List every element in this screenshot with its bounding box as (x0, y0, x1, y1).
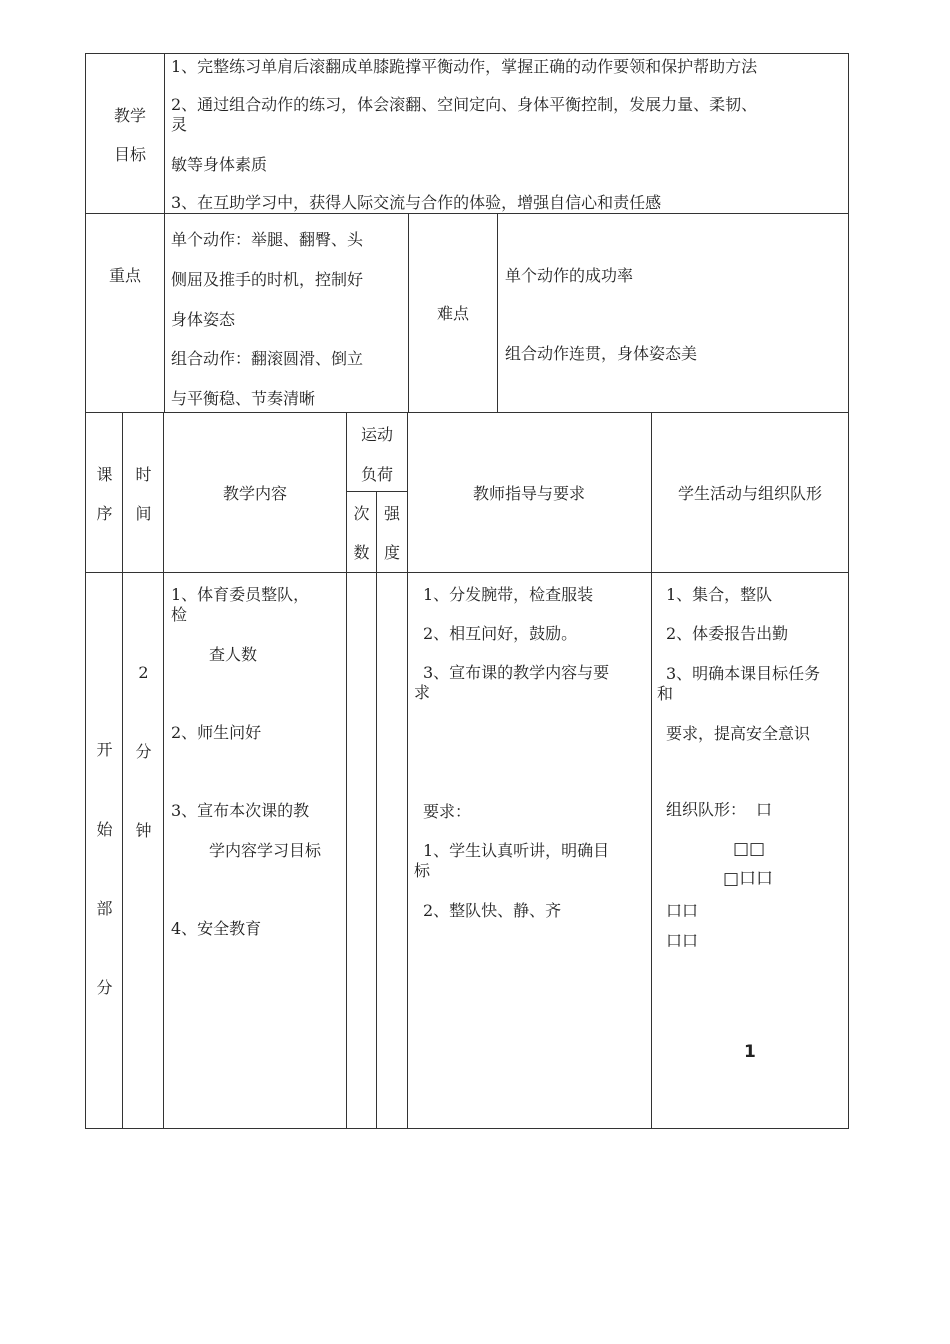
teacher-requirement-2: 2、整队快、静、齐 (423, 901, 562, 920)
grid-line (85, 213, 849, 214)
student-item-3b: 和 (657, 684, 674, 703)
content-item-3a: 3、宣布本次课的教 (171, 801, 310, 820)
objective-line-1: 1、完整练习单肩后滚翻成单膝跪撑平衡动作，掌握正确的动作要领和保护帮助方法 (171, 57, 758, 76)
grid-line (408, 213, 409, 413)
grid-line (85, 53, 86, 1129)
teacher-requirement-1a: 1、学生认真听讲，明确目 (423, 841, 610, 860)
header-order-2: 序 (96, 504, 113, 523)
objective-line-3: 3、在互助学习中，获得人际交流与合作的体验，增强自信心和责任感 (171, 193, 662, 212)
grid-line (163, 412, 164, 1129)
grid-line (85, 412, 849, 413)
content-item-1a: 1、体育委员整队， (171, 585, 310, 604)
grid-line (164, 53, 165, 413)
teacher-item-1: 1、分发腕带，检查服装 (423, 585, 594, 604)
content-item-3b: 学内容学习目标 (209, 841, 322, 860)
header-count-1: 次 (353, 504, 370, 523)
page-number: 1 (744, 1042, 756, 1062)
header-intensity-2: 度 (383, 543, 400, 562)
difficulties-label: 难点 (436, 304, 469, 323)
content-item-1c: 查人数 (209, 645, 258, 664)
header-student: 学生活动与组织队形 (677, 484, 822, 503)
teacher-requirements-label: 要求： (423, 802, 472, 821)
difficulty-line-1: 单个动作的成功率 (505, 266, 634, 285)
formation-row: 口口 (666, 901, 699, 920)
objective-line-2c: 敏等身体素质 (171, 155, 268, 174)
opening-part-char: 始 (96, 820, 113, 839)
teacher-item-3b: 求 (414, 683, 431, 702)
formation-row: □口口 (723, 869, 774, 889)
student-item-3a: 3、明确本课目标任务 (666, 664, 821, 683)
key-points-label: 重点 (108, 266, 141, 285)
header-load-2: 负荷 (360, 465, 393, 484)
formation-square: 口 (756, 800, 773, 819)
formation-label: 组织队形： (666, 800, 747, 819)
grid-line (85, 53, 849, 54)
student-item-2: 2、体委报告出勤 (666, 624, 789, 643)
key-point-line: 侧屈及推手的时机，控制好 (171, 270, 364, 289)
grid-line (848, 53, 849, 1129)
teacher-item-3a: 3、宣布课的教学内容与要 (423, 663, 610, 682)
teacher-requirement-1b: 标 (414, 861, 431, 880)
header-content: 教学内容 (222, 484, 287, 503)
key-point-line: 与平衡稳、节奏清晰 (171, 389, 316, 408)
header-order-1: 课 (96, 465, 113, 484)
header-load-1: 运动 (360, 425, 393, 444)
student-item-3c: 要求，提高安全意识 (666, 724, 811, 743)
objectives-label-2: 目标 (113, 145, 146, 164)
grid-line (651, 412, 652, 1129)
grid-line (85, 1128, 849, 1129)
grid-line (497, 213, 498, 413)
objective-line-2a: 2、通过组合动作的练习，体会滚翻、空间定向、身体平衡控制，发展力量、柔韧、 (171, 95, 758, 114)
grid-line (122, 412, 123, 1129)
header-time-1: 时 (135, 465, 152, 484)
formation-row: □□ (733, 839, 766, 859)
opening-part-char: 开 (96, 740, 113, 759)
header-count-2: 数 (353, 543, 370, 562)
student-item-1: 1、集合，整队 (666, 585, 773, 604)
grid-line (376, 491, 377, 1129)
header-intensity-1: 强 (383, 504, 400, 523)
key-point-line: 组合动作：翻滚圆滑、倒立 (171, 349, 364, 368)
opening-time-unit-2: 钟 (135, 821, 152, 840)
formation-row: 口口 (666, 931, 699, 950)
opening-part-char: 部 (96, 899, 113, 918)
grid-line (407, 412, 408, 1129)
key-point-line: 单个动作：举腿、翻臀、头 (171, 230, 364, 249)
objective-line-2b: 灵 (171, 115, 188, 134)
content-item-2: 2、师生问好 (171, 723, 262, 742)
key-point-line: 身体姿态 (171, 310, 236, 329)
grid-line (85, 572, 849, 573)
teacher-item-2: 2、相互问好，鼓励。 (423, 624, 578, 643)
objectives-label-1: 教学 (113, 106, 146, 125)
opening-part-char: 分 (96, 978, 113, 997)
opening-time-number: 2 (138, 663, 149, 682)
content-item-1b: 检 (171, 605, 188, 624)
opening-time-unit-1: 分 (135, 742, 152, 761)
content-item-4: 4、安全教育 (171, 919, 262, 938)
header-teacher: 教师指导与要求 (472, 484, 585, 503)
difficulty-line-2: 组合动作连贯，身体姿态美 (505, 344, 698, 363)
header-time-2: 间 (135, 504, 152, 523)
